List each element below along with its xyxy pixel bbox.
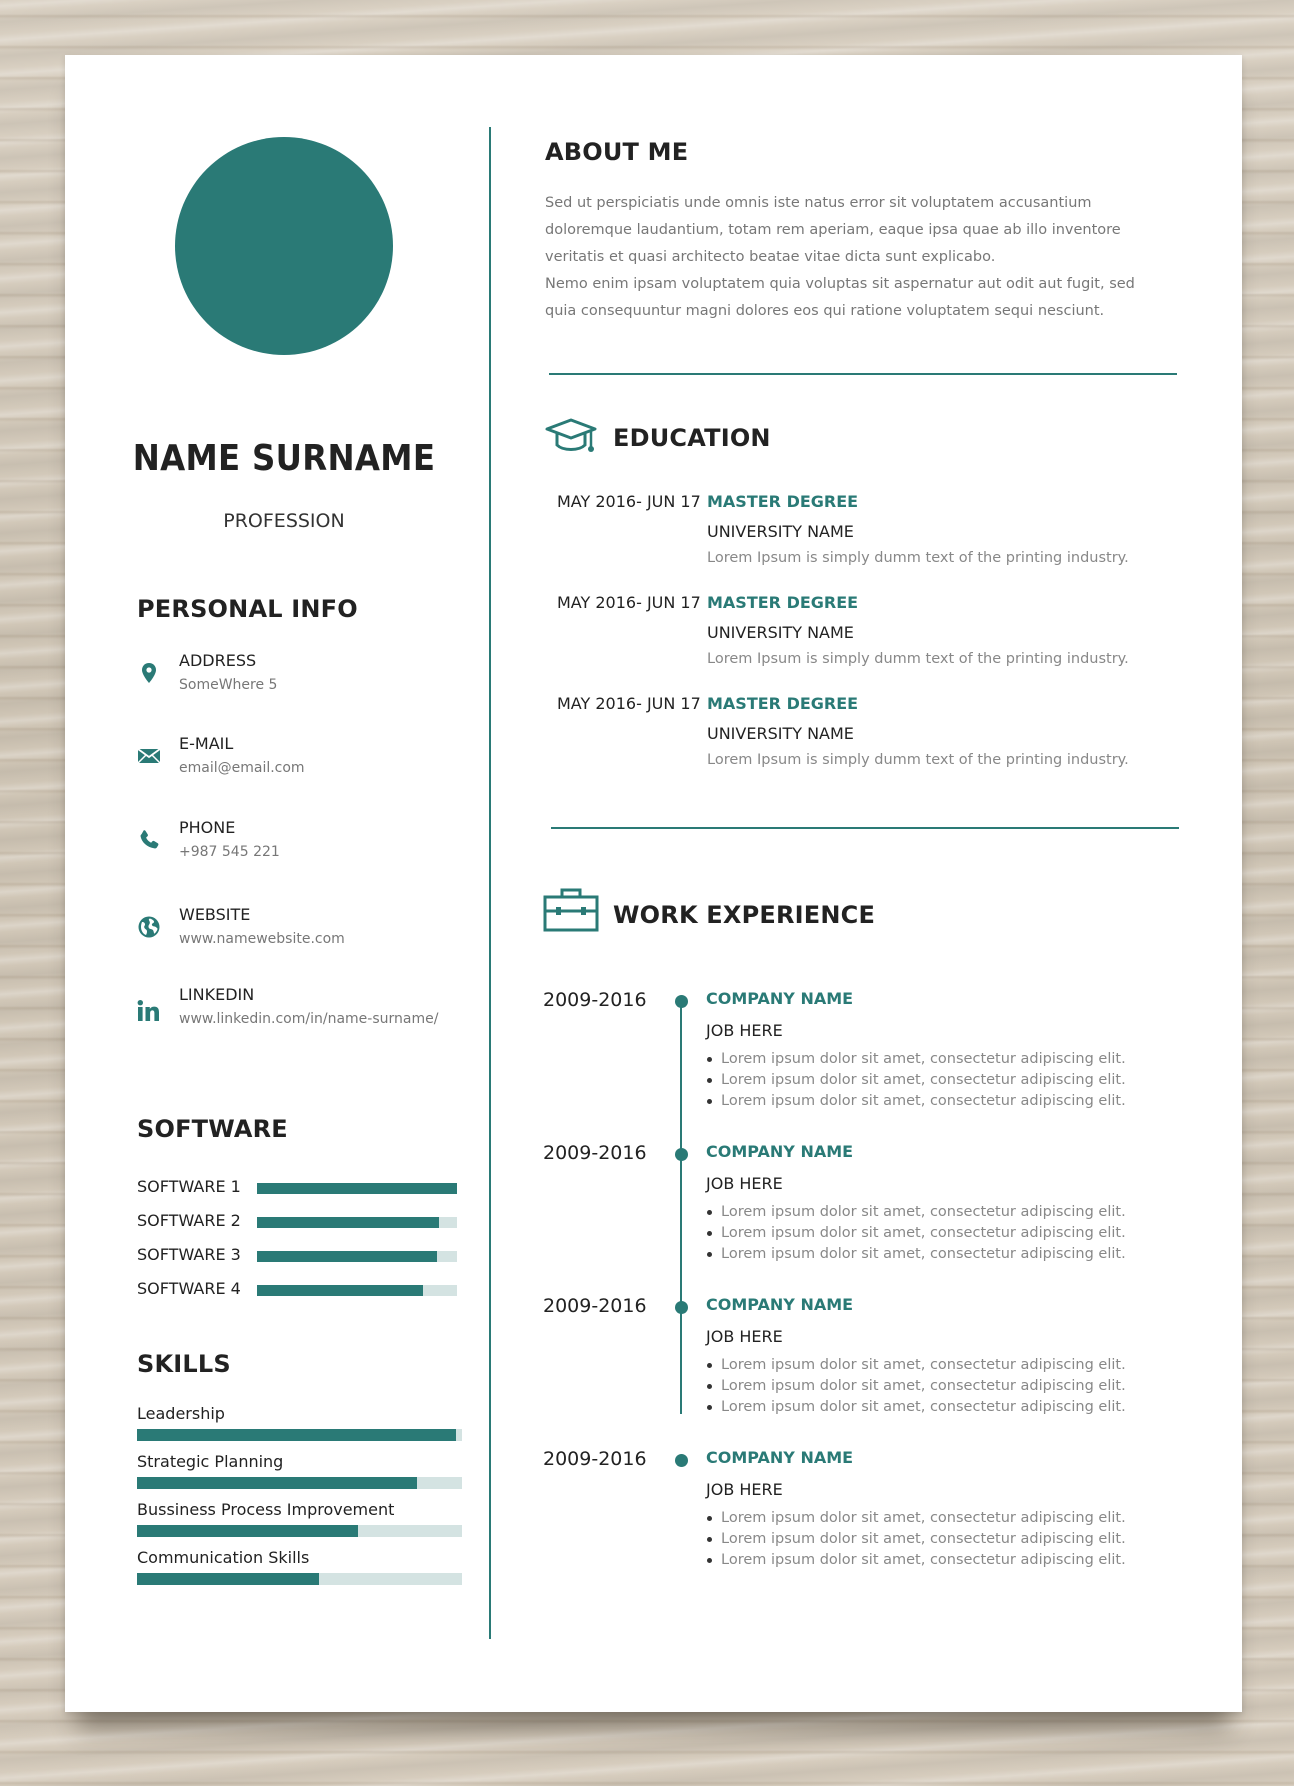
info-label: ADDRESS: [179, 651, 257, 670]
resume-page: [65, 55, 1242, 1712]
work-entry: [543, 1142, 1163, 1282]
skills-title: SKILLS: [137, 1350, 231, 1378]
work-bullet: Lorem ipsum dolor sit amet, consectetur adipiscing elit.: [706, 1355, 1126, 1376]
info-value: +987 545 221: [179, 844, 280, 860]
software-row: [137, 1279, 457, 1299]
work-date: 2009-2016: [543, 1142, 647, 1164]
skill-row: [137, 1452, 462, 1494]
education-date: MAY 2016- JUN 17: [557, 492, 701, 511]
work-bullet-list: [706, 1202, 1126, 1265]
education-title: EDUCATION: [613, 424, 771, 452]
software-label: SOFTWARE 4: [137, 1279, 241, 1298]
education-description: Lorem Ipsum is simply dumm text of the printing industry.: [707, 550, 1129, 566]
work-bullet-list: [706, 1355, 1126, 1418]
work-entry: [543, 1295, 1163, 1435]
education-date: MAY 2016- JUN 17: [557, 593, 701, 612]
section-divider: [549, 373, 1177, 375]
work-job-title: JOB HERE: [706, 1480, 783, 1499]
globe-icon: [137, 915, 161, 939]
work-bullet-list: [706, 1049, 1126, 1112]
work-bullet: Lorem ipsum dolor sit amet, consectetur adipiscing elit.: [706, 1397, 1126, 1418]
work-entry: [543, 989, 1163, 1129]
section-divider: [551, 827, 1179, 829]
work-bullet: Lorem ipsum dolor sit amet, consectetur adipiscing elit.: [706, 1091, 1126, 1112]
skill-row: [137, 1548, 462, 1590]
education-description: Lorem Ipsum is simply dumm text of the printing industry.: [707, 752, 1129, 768]
work-bullet: Lorem ipsum dolor sit amet, consectetur adipiscing elit.: [706, 1376, 1126, 1397]
envelope-icon: [137, 744, 161, 768]
software-level-fill: [257, 1285, 423, 1296]
info-value[interactable]: www.linkedin.com/in/name-surname/: [179, 1011, 439, 1027]
briefcase-icon: [543, 887, 599, 933]
education-entry: [557, 593, 1157, 683]
work-experience-title: WORK EXPERIENCE: [613, 901, 876, 929]
education-school: UNIVERSITY NAME: [707, 623, 854, 642]
work-job-title: JOB HERE: [706, 1327, 783, 1346]
software-title: SOFTWARE: [137, 1115, 288, 1143]
work-bullet: Lorem ipsum dolor sit amet, consectetur adipiscing elit.: [706, 1529, 1126, 1550]
work-bullet: Lorem ipsum dolor sit amet, consectetur adipiscing elit.: [706, 1049, 1126, 1070]
work-bullet-list: [706, 1508, 1126, 1571]
about-line: doloremque laudantium, totam rem aperiam, eaque ipsa quae ab illo inventore: [545, 222, 1121, 238]
skill-row: [137, 1404, 462, 1446]
software-level-bar: [257, 1285, 457, 1296]
about-line: quia consequuntur magni dolores eos qui ratione voluptatem sequi nesciunt.: [545, 303, 1105, 319]
info-email: [137, 734, 467, 784]
work-company: COMPANY NAME: [706, 1295, 854, 1314]
skill-level-fill: [137, 1525, 358, 1537]
work-job-title: JOB HERE: [706, 1021, 783, 1040]
software-row: [137, 1177, 457, 1197]
about-line: veritatis et quasi architecto beatae vitae dicta sunt explicabo.: [545, 249, 996, 265]
education-school: UNIVERSITY NAME: [707, 724, 854, 743]
skill-label: Strategic Planning: [137, 1452, 284, 1471]
software-row: [137, 1245, 457, 1265]
skill-level-bar: [137, 1477, 462, 1489]
work-bullet: Lorem ipsum dolor sit amet, consectetur adipiscing elit.: [706, 1550, 1126, 1571]
software-label: SOFTWARE 3: [137, 1245, 241, 1264]
education-degree: MASTER DEGREE: [707, 694, 859, 713]
phone-icon: [137, 828, 161, 852]
linkedin-icon: [137, 999, 161, 1023]
skill-level-fill: [137, 1429, 456, 1441]
column-divider: [489, 127, 491, 1639]
skill-label: Leadership: [137, 1404, 225, 1423]
work-date: 2009-2016: [543, 1448, 647, 1470]
education-description: Lorem Ipsum is simply dumm text of the printing industry.: [707, 651, 1129, 667]
info-address: [137, 651, 467, 701]
work-company: COMPANY NAME: [706, 1448, 854, 1467]
skill-level-fill: [137, 1477, 417, 1489]
work-date: 2009-2016: [543, 989, 647, 1011]
education-date: MAY 2016- JUN 17: [557, 694, 701, 713]
skill-level-fill: [137, 1573, 319, 1585]
work-company: COMPANY NAME: [706, 989, 854, 1008]
work-bullet: Lorem ipsum dolor sit amet, consectetur adipiscing elit.: [706, 1070, 1126, 1091]
info-label: E-MAIL: [179, 734, 234, 753]
education-degree: MASTER DEGREE: [707, 492, 859, 511]
profession: PROFESSION: [223, 510, 345, 532]
software-label: SOFTWARE 2: [137, 1211, 241, 1230]
education-entry: [557, 492, 1157, 582]
info-value: email@email.com: [179, 760, 305, 776]
work-date: 2009-2016: [543, 1295, 647, 1317]
graduation-cap-icon: [545, 417, 597, 457]
software-row: [137, 1211, 457, 1231]
software-level-fill: [257, 1183, 457, 1194]
timeline-dot: [675, 1148, 688, 1161]
software-level-bar: [257, 1251, 457, 1262]
timeline-dot: [675, 1454, 688, 1467]
software-level-fill: [257, 1217, 439, 1228]
education-school: UNIVERSITY NAME: [707, 522, 854, 541]
timeline-dot: [675, 1301, 688, 1314]
info-value[interactable]: www.namewebsite.com: [179, 931, 345, 947]
work-job-title: JOB HERE: [706, 1174, 783, 1193]
info-phone: [137, 818, 467, 868]
software-level-bar: [257, 1217, 457, 1228]
info-label: LINKEDIN: [179, 985, 255, 1004]
profile-photo-placeholder: [175, 137, 393, 355]
timeline-dot: [675, 995, 688, 1008]
skill-level-bar: [137, 1429, 462, 1441]
software-label: SOFTWARE 1: [137, 1177, 241, 1196]
about-text: [545, 190, 1145, 325]
work-entry: [543, 1448, 1163, 1588]
skill-level-bar: [137, 1573, 462, 1585]
location-pin-icon: [137, 661, 161, 685]
about-title: ABOUT ME: [545, 138, 689, 166]
about-line: Nemo enim ipsam voluptatem quia voluptas sit aspernatur aut odit aut fugit, sed: [545, 276, 1135, 292]
work-bullet: Lorem ipsum dolor sit amet, consectetur adipiscing elit.: [706, 1202, 1126, 1223]
about-line: Sed ut perspiciatis unde omnis iste natus error sit voluptatem accusantium: [545, 195, 1092, 211]
full-name: NAME SURNAME: [132, 438, 436, 479]
info-website: [137, 905, 467, 955]
software-level-fill: [257, 1251, 437, 1262]
skill-label: Communication Skills: [137, 1548, 310, 1567]
skill-level-bar: [137, 1525, 462, 1537]
work-company: COMPANY NAME: [706, 1142, 854, 1161]
info-label: WEBSITE: [179, 905, 251, 924]
education-degree: MASTER DEGREE: [707, 593, 859, 612]
info-linkedin: [137, 985, 467, 1035]
skill-label: Bussiness Process Improvement: [137, 1500, 395, 1519]
software-level-bar: [257, 1183, 457, 1194]
info-value: SomeWhere 5: [179, 677, 278, 693]
info-label: PHONE: [179, 818, 236, 837]
work-bullet: Lorem ipsum dolor sit amet, consectetur adipiscing elit.: [706, 1244, 1126, 1265]
work-bullet: Lorem ipsum dolor sit amet, consectetur adipiscing elit.: [706, 1223, 1126, 1244]
education-entry: [557, 694, 1157, 784]
personal-info-title: PERSONAL INFO: [137, 595, 358, 623]
skill-row: [137, 1500, 462, 1542]
work-bullet: Lorem ipsum dolor sit amet, consectetur adipiscing elit.: [706, 1508, 1126, 1529]
